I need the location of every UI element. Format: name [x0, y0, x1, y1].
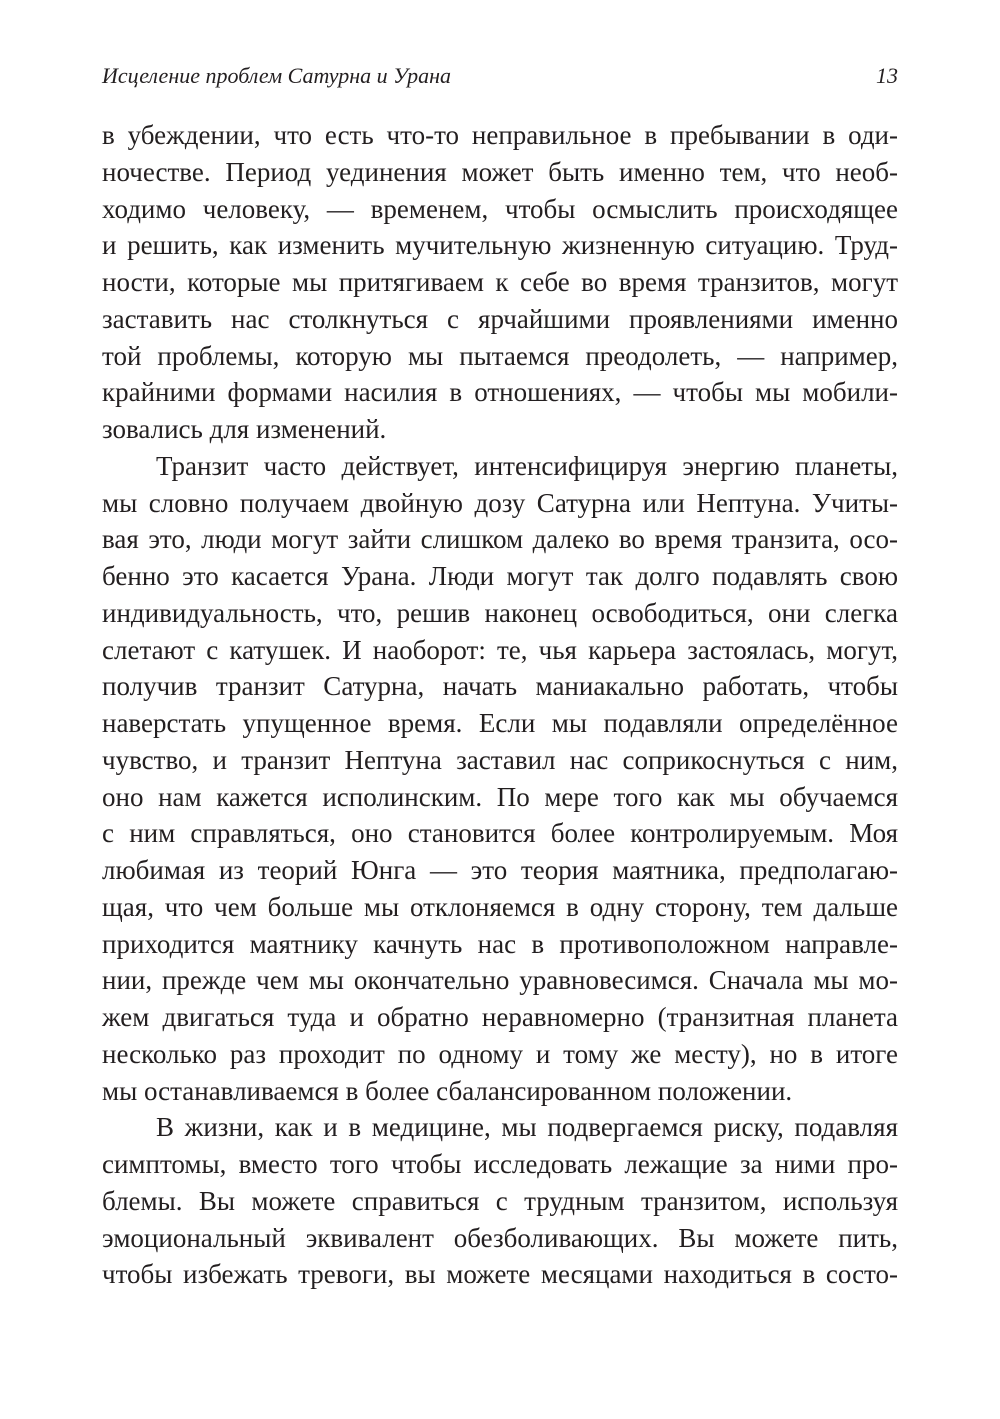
text-line: блемы. Вы можете справиться с трудным транзитом, используя — [102, 1185, 898, 1216]
text-line: той проблемы, которую мы пытаемся преодолеть, — например, — [102, 340, 898, 371]
text-line: мы останавливаемся в более сбалансированном положении. — [102, 1075, 793, 1106]
text-line: чувство, и транзит Нептуна заставил нас соприкоснуться с ним, — [102, 744, 898, 775]
running-title: Исцеление проблем Сатурна и Урана — [102, 63, 452, 88]
text-line: с ним справляться, оно становится более контролируемым. Моя — [102, 818, 898, 849]
text-line: заставить нас столкнуться с ярчайшими проявлениями именно — [102, 303, 898, 334]
text-line: мы словно получаем двойную дозу Сатурна или Нептуна. Учиты- — [102, 487, 898, 518]
paragraph-3 — [102, 1109, 898, 1293]
text-line: симптомы, вместо того чтобы исследовать лежащие за ними про- — [102, 1149, 898, 1179]
text-line: Транзит часто действует, интенсифицируя энергию планеты, — [156, 450, 898, 481]
text-line: оно нам кажется исполинским. По мере того как мы обучаемся — [102, 781, 898, 812]
page-number: 13 — [876, 63, 898, 88]
text-line: эмоциональный эквивалент обезболивающих. Вы можете пить, — [102, 1222, 898, 1253]
text-line: любимая из теорий Юнга — это теория маятника, предполагаю- — [102, 855, 898, 885]
text-line: вая это, люди могут зайти слишком далеко во время транзита, осо- — [102, 524, 898, 555]
running-head — [102, 60, 898, 92]
text-line: чтобы избежать тревоги, вы можете месяцами находиться в состо- — [102, 1259, 898, 1290]
text-line: нии, прежде чем мы окончательно уравновесимся. Сначала мы мо- — [102, 965, 898, 996]
text-line: и решить, как изменить мучительную жизненную ситуацию. Труд- — [102, 230, 898, 261]
text-line: ности, которые мы притягиваем к себе во время транзитов, могут — [102, 267, 898, 297]
text-line: крайними формами насилия в отношениях, — чтобы мы мобили- — [102, 377, 898, 408]
paragraph-1 — [102, 117, 898, 448]
text-line: наверстать упущенное время. Если мы подавляли определённое — [102, 708, 898, 738]
text-line: несколько раз проходит по одному и тому же месту), но в итоге — [102, 1038, 898, 1069]
text-line: приходится маятнику качнуть нас в противоположном направле- — [102, 928, 898, 959]
text-line: В жизни, как и в медицине, мы подвергаемся риску, подавляя — [156, 1112, 898, 1143]
text-line: жем двигаться туда и обратно неравномерно (транзитная планета — [102, 1002, 898, 1032]
text-line: ночестве. Период уединения может быть именно тем, что необ- — [102, 156, 898, 187]
text-line: щая, что чем больше мы отклоняемся в одну сторону, тем дальше — [102, 891, 898, 922]
body-text — [102, 117, 898, 1293]
text-line: индивидуальность, что, решив наконец освободиться, они слегка — [102, 597, 898, 628]
text-line: зовались для изменений. — [102, 414, 387, 444]
text-line: слетают с катушек. И наоборот: те, чья карьера застоялась, могут, — [102, 634, 898, 665]
text-line: в убеждении, что есть что-то неправильное в пребывании в оди- — [102, 120, 898, 150]
text-line: бенно это касается Урана. Люди могут так долго подавлять свою — [102, 561, 898, 591]
paragraph-2 — [102, 448, 898, 1110]
text-line: ходимо человеку, — временем, чтобы осмыслить происходящее — [102, 193, 898, 224]
text-line: получив транзит Сатурна, начать маниакально работать, чтобы — [102, 671, 898, 702]
